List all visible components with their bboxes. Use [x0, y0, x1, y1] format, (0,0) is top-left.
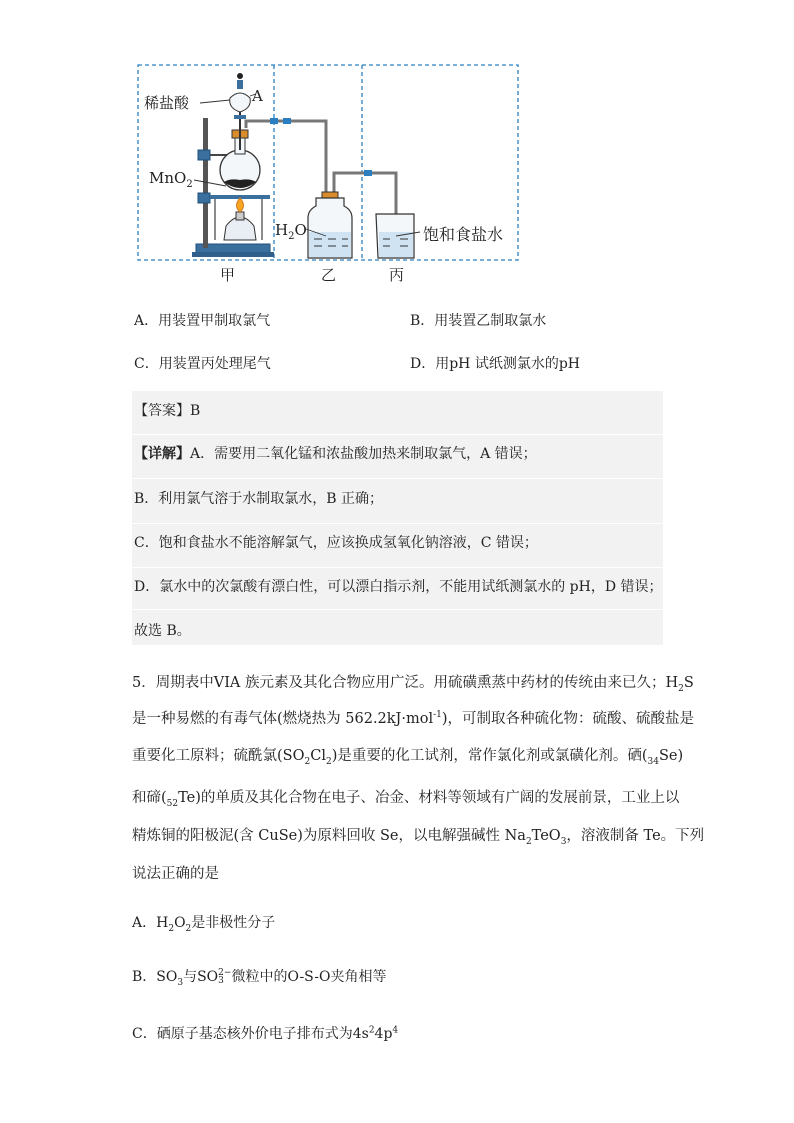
q5-line-3: 重要化工原料；硫酰氯$(SO_2Cl_2)$是重要的化工试剂，常作氯化剂或氯磺化剂。硒$(_{34}Se)$: [132, 748, 684, 767]
answer-block: [132, 391, 663, 645]
beaker: [376, 214, 414, 258]
answer-line: 【答案】B: [134, 403, 201, 419]
conclusion-line: 故选 B。: [134, 623, 191, 639]
q5-option-b: B．$SO_3$与SO 2− 3 微粒中的O-S-O夹角相等: [132, 968, 387, 988]
apparatus-figure: [130, 58, 530, 290]
answer-divider: [132, 523, 663, 524]
q5-line-6: 说法正确的是: [132, 866, 219, 882]
caption-bing: 丙: [389, 266, 405, 284]
q5-line-5: 精炼铜的阳极泥(含 CuSe)为原料回收 Se，以电解强碱性 $Na_2TeO_3$，溶液制备 Te。下列: [132, 828, 705, 847]
caption-jia: 甲: [220, 266, 236, 284]
answer-divider: [132, 478, 663, 479]
label-saturated-brine: 饱和食盐水: [423, 225, 504, 244]
detail-line-c: C．饱和食盐水不能溶解氯气，应该换成氢氧化钠溶液，C 错误；: [134, 535, 538, 551]
caption-yi: 乙: [321, 266, 337, 284]
detail-line-d: D．氯水中的次氯酸有漂白性，可以漂白指示剂，不能用试纸测氯水的 pH，D 错误；: [134, 579, 663, 595]
q4-option-a: A．用装置甲制取氯气: [134, 313, 271, 329]
label-mno2: MnO$_2$: [149, 169, 193, 190]
label-dilute-hcl: 稀盐酸: [144, 94, 190, 112]
q4-option-d: D．用pH 试纸测氯水的pH: [410, 356, 581, 372]
tube-connectors: [270, 118, 372, 176]
q5-option-c: C．硒原子基态核外价电子排布式为$4s^24p^4$: [132, 1025, 399, 1042]
answer-divider: [132, 567, 663, 568]
q5-line-4: 和碲$(_{52}Te)$的单质及其化合物在电子、冶金、材料等领域有广阔的发展前景，工业上以: [132, 790, 680, 809]
detail-line-b: B．利用氯气溶于水制取氯水，B 正确；: [134, 491, 384, 507]
detail-line-a: 【详解】A．需要用二氧化锰和浓盐酸加热来制取氯气，A 错误；: [134, 446, 537, 462]
answer-divider: [132, 434, 663, 435]
q5-option-a: A．$H_2O_2$是非极性分子: [132, 915, 276, 934]
q5-line-1: 5．周期表中VIA 族元素及其化合物应用广泛。用硫磺熏蒸中药材的传统由来已久；$H_2S$: [132, 675, 694, 694]
answer-divider: [132, 609, 663, 610]
q4-option-b: B．用装置乙制取氯水: [410, 313, 547, 329]
alcohol-lamp: [224, 198, 256, 240]
q4-option-c: C．用装置丙处理尾气: [134, 356, 271, 372]
wash-bottle: [308, 192, 352, 258]
label-funnel-a: A: [252, 87, 263, 105]
q5-line-2: 是一种易燃的有毒气体(燃烧热为 562.2kJ·mol$^{-1}$)，可制取各种硫化物：硫酸、硫酸盐是: [132, 710, 695, 727]
label-h2o: $H_2O$: [275, 221, 307, 242]
